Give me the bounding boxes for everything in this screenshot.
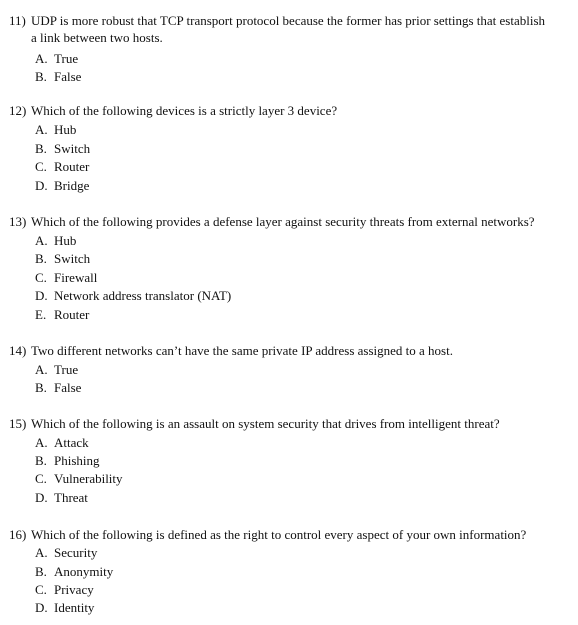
question-stem (0, 12, 578, 30)
option-letter: B. (35, 453, 47, 468)
question-stem (0, 342, 578, 360)
option-b[interactable] (35, 140, 90, 158)
question-stem (0, 415, 578, 433)
option-letter: C. (35, 471, 47, 486)
option-letter: C. (35, 159, 47, 174)
option-c[interactable] (35, 581, 94, 599)
option-b[interactable] (35, 452, 100, 470)
option-text: Privacy (54, 582, 94, 597)
option-c[interactable] (35, 269, 97, 287)
question-number: 13) (9, 214, 27, 229)
option-text: Switch (54, 251, 91, 266)
question-stem (0, 102, 578, 120)
option-e[interactable] (35, 306, 89, 324)
option-c[interactable] (35, 158, 89, 176)
option-letter: A. (35, 122, 48, 137)
option-b[interactable] (35, 379, 81, 397)
option-text: Vulnerability (54, 471, 123, 486)
question-text-continued: a link between two hosts. (31, 30, 163, 45)
question-13 (0, 213, 578, 322)
option-letter: B. (35, 380, 47, 395)
option-letter: D. (35, 600, 48, 615)
option-text: Phishing (54, 453, 100, 468)
option-d[interactable] (35, 177, 89, 195)
option-text: Switch (54, 141, 91, 156)
option-letter: B. (35, 251, 47, 266)
question-text: Which of the following devices is a strictly layer 3 device? (31, 103, 338, 118)
option-letter: A. (35, 435, 48, 450)
option-text: Attack (54, 435, 89, 450)
question-number: 15) (9, 416, 27, 431)
question-text: UDP is more robust that TCP transport protocol because the former has prior settings that establish (31, 13, 546, 28)
question-16 (0, 526, 578, 615)
question-text: Which of the following is an assault on system security that drives from intelligent threat? (31, 416, 500, 431)
option-letter: D. (35, 288, 48, 303)
option-a[interactable] (35, 50, 78, 68)
option-c[interactable] (35, 470, 123, 488)
option-text: Security (54, 545, 98, 560)
question-text: Two different networks can’t have the same private IP address assigned to a host. (31, 343, 453, 358)
option-a[interactable] (35, 232, 76, 250)
option-letter: E. (35, 307, 47, 322)
question-11 (0, 12, 578, 84)
option-letter: A. (35, 362, 48, 377)
question-15 (0, 415, 578, 505)
option-a[interactable] (35, 361, 78, 379)
question-stem (0, 526, 578, 544)
option-letter: B. (35, 69, 47, 84)
option-text: False (54, 69, 82, 84)
question-text: Which of the following is defined as the right to control every aspect of your own information? (31, 527, 527, 542)
option-d[interactable] (35, 599, 94, 617)
option-text: True (54, 362, 79, 377)
option-d[interactable] (35, 287, 231, 305)
option-text: Anonymity (54, 564, 114, 579)
option-text: Router (54, 159, 90, 174)
option-text: False (54, 380, 82, 395)
option-letter: A. (35, 233, 48, 248)
question-text: Which of the following provides a defense layer against security threats from external networks? (31, 214, 535, 229)
option-text: Firewall (54, 270, 98, 285)
option-letter: D. (35, 490, 48, 505)
option-text: Identity (54, 600, 95, 615)
question-12 (0, 102, 578, 193)
option-a[interactable] (35, 434, 89, 452)
option-d[interactable] (35, 489, 88, 507)
option-text: Hub (54, 233, 77, 248)
option-a[interactable] (35, 544, 97, 562)
option-b[interactable] (35, 250, 90, 268)
question-14 (0, 342, 578, 395)
question-number: 11) (9, 13, 26, 28)
option-b[interactable] (35, 563, 113, 581)
option-text: Router (54, 307, 90, 322)
option-text: Threat (54, 490, 88, 505)
option-letter: C. (35, 270, 47, 285)
option-text: Network address translator (NAT) (54, 288, 232, 303)
question-number: 16) (9, 527, 27, 542)
question-number: 14) (9, 343, 27, 358)
option-b[interactable] (35, 68, 81, 86)
option-letter: B. (35, 564, 47, 579)
option-letter: A. (35, 51, 48, 66)
option-text: Bridge (54, 178, 90, 193)
option-text: Hub (54, 122, 77, 137)
option-letter: B. (35, 141, 47, 156)
option-a[interactable] (35, 121, 76, 139)
question-number: 12) (9, 103, 27, 118)
option-text: True (54, 51, 79, 66)
question-stem (0, 213, 578, 231)
option-letter: D. (35, 178, 48, 193)
option-letter: C. (35, 582, 47, 597)
option-letter: A. (35, 545, 48, 560)
